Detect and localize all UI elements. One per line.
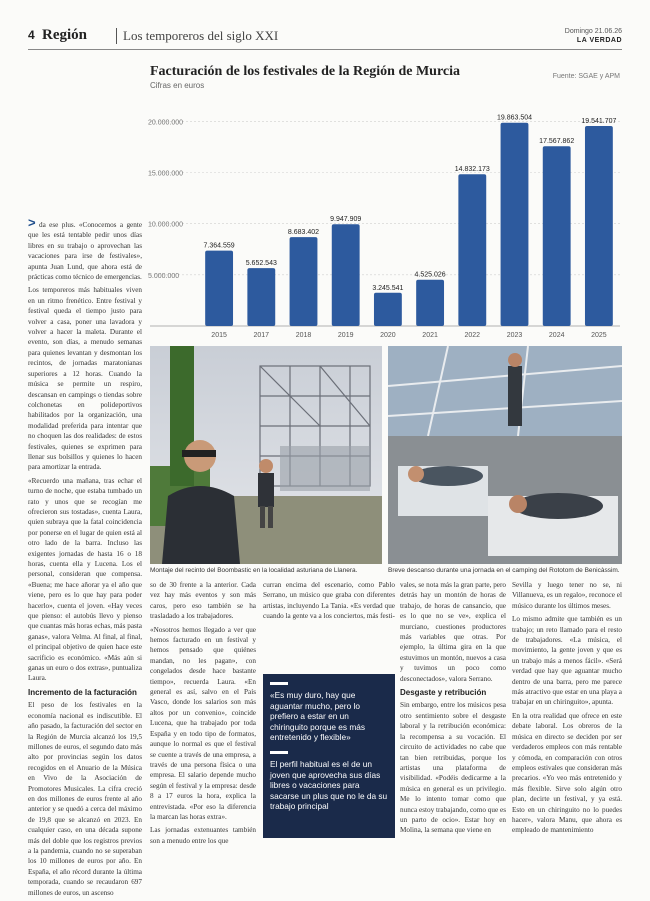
photo-caption-left: Montaje del recinto del Boombastic en la localidad asturiana de Llanera. — [150, 567, 358, 574]
quote-rule — [270, 682, 288, 685]
article-paragraph: Las jornadas extenuantes también son a menudo entre los que — [150, 826, 256, 845]
bar-value-label: 9.947.909 — [330, 216, 362, 224]
article-paragraph: «Nosotros hemos llegado a ver que hemos facturado en un festival y hemos pensado que quiénes mandan, no les pagan», con congelados desde hace bastante tiempo», recuerda Laura. «En general es así, salvo en el País Vasco, donde los salarios son más altos por un convenio», coincide Lucena, que ha trabajado por toda España y en todo tipo de formatos, aunque lo normal es que el festival se cuente a través de una empresa, a través de una persona física o una empresa. El salario depende mucho según el festival y la empresa: desde 8 a 17 euros la hora, explica la entrevistada. «Por eso la diferencia la marcan las horas extra». — [150, 625, 256, 821]
bar-value-label: 3.245.541 — [372, 284, 404, 292]
bar-value-label: 5.652.543 — [245, 260, 277, 268]
article-paragraph: curran encima del escenario, como Pablo Serrano, un músico que graba con diferentes artistas, incluyendo La Tania. «Es verdad que cuando la gente va a los conciertos, más festi- — [263, 581, 395, 621]
article-paragraph: Sin embargo, entre los músicos pesa otro sentimiento sobre el desgaste laboral y la retribución económica: la recompensa a su vocación. El circuito de actividades no cabe que tan bien retribuidas, porque los artistas una plataforma de visibilidad. «Podéis dedicarme a la música en general es un privilegio. Me lo intento tomar como que nunca estoy trabajando, como que es un parto de ocio». Estar hoy en Molina, la semana que viene en — [400, 701, 506, 835]
bar-2018 — [290, 237, 318, 326]
section-name: Región — [42, 27, 87, 43]
x-tick-label: 2023 — [506, 332, 523, 339]
article-paragraph: En la otra realidad que ofrece en este debate laboral. Los obreros de la música en directo se deciden por ser verdaderos empleos con más rentable y cómoda, en comparación con otros empleos estivales que consideran más precarios. «Yo veo más entretenido y más flexible. Sirve solo algún otro plan, decirte un festival, y ya está. Esto en un chiringuito no lo puedes hacer», valora Manu, que ahora es empleado de mantenimiento — [512, 711, 622, 835]
x-tick-label: 2019 — [337, 332, 354, 339]
x-tick-label: 2018 — [295, 332, 312, 339]
page-header — [28, 28, 622, 48]
y-tick-label: 15.000.000 — [148, 170, 184, 178]
quote-box — [263, 674, 395, 838]
topic-title: Los temporeros del siglo XXI — [116, 28, 278, 44]
x-tick-label: 2025 — [591, 332, 607, 339]
article-paragraph: da ese plus. «Conocemos a gente que les está tentable pedir unos días libres en su trabajo o aprovechan las vacaciones para irse de festivales», apunta Juan Lund, que ahora está de prácticas como técnico de emergencias. — [28, 221, 143, 282]
chart-unit-label: Cifras en euros — [150, 81, 205, 90]
photo-camping-rest — [388, 346, 622, 564]
article-paragraph: Los temporeros más habituales viven en un ritmo frenético. Entre festival y festival queda el tiempo justo para volver a casa, poner una lavadora y volver a hacer la maleta. Durante el evento, son días, a menudo semanas para quienes levantan y desmontan los recintos, de jornadas maratonianas superiores a 12 horas. Cuando la música se permite un respiro, descansan en campings o tiendas sobre colchonetas en polideportivos habilitados por la organización, una modalidad preferida para intentar que no choquen las dos realidades: de estos festivales, quienes se exprimen para llenar sus bolsillos y quienes lo hacen para amortizar la entrada. — [28, 286, 142, 472]
y-tick-label: 20.000.000 — [148, 119, 184, 127]
bar-2019 — [332, 224, 360, 326]
x-tick-label: 2022 — [464, 332, 481, 339]
bar-value-label: 8.683.402 — [287, 229, 320, 237]
bar-2025 — [585, 126, 613, 326]
x-tick-label: 2017 — [253, 332, 270, 339]
article-middle-column — [150, 580, 256, 849]
article-paragraph: «Recuerdo una mañana, tras echar el turno de noche, que estaba tumbado un rato y unos que se recogían me ofrecieron sus tostadas», cuenta Laura, quien subraya que la fatal coincidencia por ponerse en el lugar de quien está al otro lado de la barra. Incluso las exigentes jornadas de hasta 16 o 18 horas, cuenta ella y Lucena. Los el personal, consideran que compensa. «Buena; me hace añorar ya el año que viene, pero es lo que hay para poder hacerlo», cuenta el joven. «Hay veces que pienso: el autobús llevo y pienso que cuantas más horas echas, más pasta ganas», valora Velma. Al final, al final, el principal objetivo de quien hace este sacrificio es económico. «Más aún si ganas un euro o dos extras», puntualiza Laura. — [28, 476, 142, 683]
article-column-5 — [512, 580, 622, 839]
pull-quote: «Es muy duro, hay que aguantar mucho, pero lo prefiero a estar en un chiringuito porque es más entretenido y flexible» — [270, 690, 366, 743]
article-subhead: Desgaste y retribución — [400, 688, 487, 698]
x-tick-label: 2020 — [380, 332, 396, 339]
article-column-3 — [263, 580, 395, 625]
article-paragraph: Lo mismo admite que también es un trabajo; un reto llamado para el resto de trabajadores. «La música, el movimiento, la gente joven y que es un trabajo más a menos fácil». «Será verdad que hay que aguantar mucho dentro de una barra, pero me parece más atractivo que estar en una playa a trabajar en un chiringuito», apunta. — [512, 615, 622, 707]
bar-value-label: 4.525.026 — [414, 271, 446, 279]
article-paragraph: Sevilla y luego tener no se, ni Villanueva, es un regalo», reconoce el músico durante los últimos meses. — [512, 581, 622, 610]
bar-2023 — [501, 123, 529, 326]
revenue-bar-chart — [140, 90, 630, 350]
bar-value-label: 19.863.504 — [496, 114, 533, 122]
chart-title: Facturación de los festivales de la Región de Murcia — [150, 64, 461, 79]
x-tick-label: 2024 — [548, 332, 565, 339]
article-paragraph: so de 30 frente a la anterior. Cada vez hay más eventos y son más caros, pero eso también se ha trasladado a los trabajadores. — [150, 581, 256, 621]
chart-source: Fuente: SGAE y APM — [552, 73, 620, 80]
article-left-column — [28, 215, 143, 901]
bar-value-label: 14.832.173 — [454, 166, 490, 174]
y-tick-label: 5.000.000 — [148, 272, 180, 280]
issue-date: Domingo 21.06.26 — [564, 28, 622, 35]
bar-value-label: 19.541.707 — [581, 118, 617, 126]
bar-2020 — [374, 293, 402, 326]
bar-2024 — [543, 146, 571, 326]
y-tick-label: 10.000.000 — [148, 221, 184, 229]
bar-2022 — [458, 174, 486, 326]
bar-value-label: 7.364.559 — [203, 242, 235, 250]
bar-2021 — [416, 280, 444, 326]
newspaper-brand: LA VERDAD — [576, 37, 622, 44]
header-divider — [28, 49, 622, 50]
pull-quote-profile: El perfil habitual es el de un joven que aprovecha sus días libres o vacaciones para sacarse un plus que no le da su trabajo principal — [270, 758, 388, 812]
quote-rule — [270, 751, 288, 754]
article-paragraph: El peso de los festivales en la economía nacional es indiscutible. El año pasado, la facturación del sector en la Región de Murcia alcanzó los 19,5 millones de euros, el segundo dato más alto por provincias según los datos recogidos en el Anuario de la Música en Vivo de la Asociación de Promotores Musicales. La cifra creció en dos millones de euros frente al año anterior y se quedó a cerca del máximo de 19,8 que se alcanzó en 2023. En cualquier caso, en una década supone más del doble que los registros previos a la pandemia, cuando no se superaban los 10 millones de euros por año. En España, el año récord durante la última temporada, cuando se recaudaron 697 millones de euros, un ascenso — [28, 701, 142, 897]
x-tick-label: 2021 — [422, 332, 438, 339]
bar-2017 — [247, 268, 275, 326]
lead-arrow: > — [28, 215, 36, 230]
photo-caption-right: Breve descanso durante una jornada en el camping del Rototom de Benicàssim. — [388, 567, 620, 574]
bar-2015 — [205, 251, 233, 326]
page-number: 4 — [28, 28, 35, 42]
article-paragraph: vales, se nota más la gran parte, pero detrás hay un montón de horas de trabajo, de horas de cansancio, que es lo que no se ve», explica el murciano, cuestiones productores más variables que otras. Por ejemplo, la última gira en la que estuvimos un montón, nuevos a casa y tuvimos un poco como desconectados», valora Serrano. — [400, 581, 506, 683]
bar-value-label: 17.567.862 — [539, 138, 575, 146]
article-subhead: Incremento de la facturación — [28, 687, 137, 697]
x-tick-label: 2015 — [211, 332, 227, 339]
photo-festival-setup — [150, 346, 382, 564]
article-column-4 — [400, 580, 506, 839]
